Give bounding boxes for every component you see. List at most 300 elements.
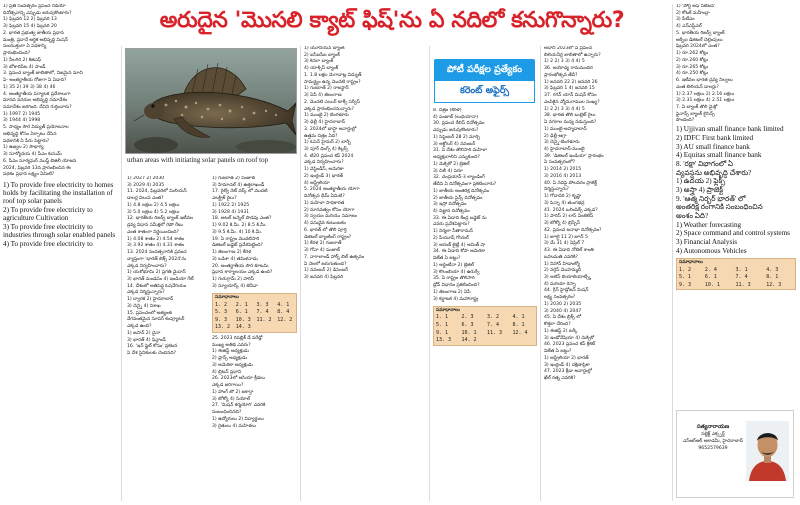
answer-key-cell: 8. 1 [512, 322, 525, 329]
text-line: 9. 'ఆత్మ నిర్భర్ భారత్' లో [676, 194, 746, 203]
text-line: 4) హైదరాబాద్-ముంబై [544, 147, 585, 153]
text-line: 13. 2024 సంవత్సరానికి ప్రపంచ [127, 250, 187, 256]
text-line: 3) 5.0 లక్షలు 4) 5.2 లక్షలు [127, 209, 180, 215]
headline-banner [118, 3, 666, 43]
text-line: 26. 2023లో ఆసియా క్రీడలు [212, 376, 266, 382]
author-avatar-icon [746, 421, 789, 481]
text-line: 8. చిత్రం (కేరళ) [433, 108, 462, 113]
text-line: ఉత్తమ చిత్రం ఏది? [304, 133, 338, 139]
text-line: 3) చెన్నై-బెంగళూరు [544, 140, 580, 146]
text-line: దినోత్సవాన్ని ఎప్పుడు జరుపుకొంటారు? [3, 10, 72, 16]
column-7 [676, 4, 796, 406]
text-line: 1) 4.08 శాతం 2) 4.54 శాతం [127, 236, 185, 242]
answer-key-table [677, 267, 795, 290]
answer-key-cell: 9. 3 [679, 281, 692, 288]
answer-key-cell: 4. 1 [277, 301, 290, 308]
answer-key-cell: 2. 1 [235, 301, 248, 308]
text-line: 2) ఢిల్లీ-ఆగ్రా [544, 133, 567, 139]
catfish-photo [125, 48, 297, 154]
text-line: 4) వసుధైవ కుటుంబకం [304, 221, 346, 227]
answer-key-row [434, 337, 536, 345]
text-line: విజేత ఏ జట్టు? [544, 349, 572, 355]
answer-key-cell: 7. 4 [256, 309, 269, 316]
text-line: 1) నవంబర్ 2) డిసెంబర్ [304, 268, 348, 274]
column-1 [3, 4, 118, 501]
text-line: 1) ఉజ్వల 2) సౌభాగ్య [3, 145, 44, 151]
text-line: అంతరిక్ష రంగానికి సంబంధించిన [676, 203, 763, 212]
text-line: 1) అర్జెంటీనా 2) బ్రెజిల్ [433, 262, 474, 268]
text-line: 1) 2 2) 3 3) 4 4) 5 [544, 106, 585, 112]
text-line: 3) పూర్ థింగ్స్ 4) కిల్లర్స్ [304, 147, 349, 153]
text-line: 3) To provide free electricity to industries through solar enabled panels [3, 222, 116, 240]
text-line: 2024, ఫిబ్రవరి 13న ప్రారంభించిన ఈ [3, 165, 71, 171]
text-line: 36. అయోధ్య రామమందిర [544, 66, 593, 72]
column-divider [300, 46, 301, 501]
text-line: 1) ఉదయ 2) ఫ్లెక్స్ [676, 177, 726, 186]
text-line: 3) ఇస్రో దినోత్సవం [433, 202, 467, 208]
answer-key-cell [255, 324, 276, 332]
text-line: 3) 2016 4) 2013 [544, 173, 582, 179]
text-line: 3) మే 31 4) ఏప్రిల్ 7 [544, 241, 585, 247]
text-line: 3) ఇంగ్లండ్ 4) దక్షిణాఫ్రికా [544, 362, 590, 368]
text-line: ఫిబ్రవరి 2024లో ఎంత? [676, 44, 720, 50]
text-line: 7. ఏ బ్యాంక్ తొలి మైక్రో [676, 105, 718, 111]
text-line: 27. 'మిషన్ కర్మయోగి' ఎవరికి [212, 403, 266, 409]
text-line: 3) భారత్ 4) ఫిన్లాండ్ [127, 337, 166, 343]
text-line: 1) ప్రతి సంవత్సరం ప్రపంచ రేడియో [3, 4, 66, 9]
text-line: 37. గగన్ యాన్ మిషన్ కోసం [544, 93, 597, 99]
text-line: 3) చిలీ 4) పెరూ [433, 168, 463, 174]
text-line: 4) ఎన్ఎస్డీఎల్ [676, 24, 702, 30]
column-2 [127, 176, 210, 501]
text-line: 1) ఆస్ట్రేలియా 2) భారత్ [544, 355, 589, 361]
text-line: 1) 2030 2) 2035 [544, 301, 582, 307]
answer-key-row [213, 317, 296, 325]
text-line: 18. అటల్ టన్నెల్ పొడవు ఎంత? [212, 216, 272, 222]
answer-key-cell: 8. 1 [766, 274, 779, 281]
column-6-text [544, 46, 669, 382]
text-line: సమావేశం జరిగింది. దేనిని గుర్తించారు? [3, 105, 72, 111]
text-line: 1) 1922 2) 1925 [212, 202, 250, 208]
text-line: ఎంపికైన వ్యోమగాముల సంఖ్య? [544, 99, 600, 105]
column-divider [672, 4, 673, 501]
text-line: 1) 4.8 లక్షలు 2) 4.5 లక్షలు [127, 202, 180, 208]
text-line: అంశం ఏది? [676, 212, 709, 221]
text-line: 3) చెన్నై 4) విశాఖ [127, 303, 161, 309]
text-line: 4) ఆస్ట్రేలియా [304, 180, 330, 186]
text-line: 3) అక్టోబర్ 4) నవంబర్ [433, 141, 476, 147]
text-line: 11. 2024, ఫిబ్రవరిలో మిలియన్ [127, 189, 187, 195]
text-line: వ్యవస్థను అభివృద్ధి చేశారు? [676, 168, 752, 177]
answer-key-cell: 9. 1 [436, 329, 449, 336]
text-line: పొందింది? [676, 118, 695, 124]
answer-key-cell: 13. 2 [215, 324, 231, 331]
answer-key-cell: 14. 3 [235, 324, 251, 331]
answer-key-row [213, 324, 296, 332]
text-line: 5. సాధ్యం సౌర విద్యుత్ ప్రయోజనాల [3, 125, 69, 131]
text-line: ఎంత బిలియన్ డాలర్లు? [676, 84, 719, 90]
author-org: ఎస్ఆర్ఆర్ అకాడమీ, హైదరాబాద్ [682, 439, 744, 444]
text-line: 2) To provide free electricity to agriculture Cultivation [3, 205, 93, 223]
column-3-text [212, 176, 297, 290]
text-line: ఎక్కడ జరిగాయి? [212, 383, 244, 389]
column-3 [212, 176, 297, 501]
answer-key-row [677, 267, 795, 275]
text-line: 2) ఇంగ్లండ్ 3) భారత్ [304, 173, 343, 179]
text-line: 4) విజ్ఞాన దినోత్సవం [433, 209, 470, 215]
text-line: 1) 2014 2) 2015 [544, 167, 582, 173]
text-line: అభివృద్ధి కోసం ఏర్పాటు చేసిన [3, 131, 57, 137]
text-line: 3) కెనరా బ్యాంక్ [304, 59, 334, 65]
text-line: 2) పీయూష్ గోయల్ [433, 235, 469, 241]
column-4 [304, 46, 426, 501]
text-line: 2) ఫ్రాన్స్ అధ్యక్షుడు [212, 356, 248, 362]
text-line: సామర్థ్యం ఉన్న మొదటి రాష్ట్రం? [304, 79, 361, 85]
text-line: 1) నిహాన్ హిడాంక్యో [544, 261, 580, 267]
answer-key-title: సమాధానాలు [436, 307, 460, 313]
text-line: సంబంధించినది? [212, 410, 242, 416]
badge-line-2: కరెంట్ అఫైర్స్ [434, 81, 535, 103]
answer-key-cell: 11. 3 [487, 329, 503, 336]
answer-key-cell: 1. 2 [215, 301, 228, 308]
text-line: ఎక్కడ నిర్వహించారు? [304, 160, 344, 166]
text-line: 32. చంద్రయాన్-3 ల్యాండింగ్ [433, 175, 485, 181]
author-bio [682, 424, 744, 452]
answer-key-cell: 1. 2 [679, 266, 692, 273]
text-line: 3) ఢిల్లీ 4) హైదరాబాద్ [304, 120, 346, 126]
answer-key-cell [511, 337, 537, 345]
text-line: 3) అస్త్రా 4) ప్రాజెక్ట్ [676, 186, 723, 195]
text-line: 1) తెలంగాణ 2) కేరళ [212, 250, 252, 256]
text-line: బిలియనీర్ల జాబితాలో ఉన్నారు? [544, 52, 601, 58]
text-line: వేగవంతమైన సూపర్ కంప్యూటర్ [127, 317, 185, 323]
text-line: 1) రూ.262 కోట్లు [676, 51, 709, 57]
text-line: 16. 'ఇన్ ఫ్లైట్ కోసం' ప్రకటన [127, 344, 178, 350]
text-line: 4) Equitas small finance bank [676, 151, 762, 160]
text-line: 46. 2023 ప్రపంచ కప్ క్రికెట్ [544, 342, 596, 348]
text-line: 1) పారిస్ 2) లాస్ ఏంజెలెస్ [544, 214, 594, 220]
text-line: 2) రూ.260 కోట్లు [676, 57, 709, 63]
text-line: 3) ఇండోనేషియా 4) మెక్సికో [544, 335, 595, 341]
text-line: 1) జనవరి 22 2) జనవరి 26 [544, 79, 598, 85]
text-line: 3) 2040 4) 2047 [544, 308, 582, 314]
text-line: 1) ఈజిప్ట్ 2) టర్కీ [544, 328, 578, 334]
text-line: 1) ఓపెన్ హైమర్ 2) బార్బీ [304, 140, 351, 146]
answer-key-row [434, 330, 536, 338]
text-line: 1) తెలంగాణ 2) ఏపీ [433, 289, 471, 295]
answer-key-cell: 7. 4 [735, 274, 748, 281]
answer-key-table [213, 302, 296, 332]
text-line: 1) 2 2) 3 3) 4 4) 5 [544, 59, 585, 65]
text-line: 12. భారతీయ రిజర్వ్ బ్యాంక్ ఇటీవల [127, 216, 194, 222]
text-line: 1) సెప్టెంబర్ 28 2) మార్చి [433, 134, 480, 140]
text-line: ద్రవ్య విధాన సమీక్షలో రెపో రేటు [127, 223, 184, 229]
answer-key-1 [212, 293, 297, 333]
text-line: 17. రైల్వే నెట్ వర్క్ లో మొదటి [212, 189, 268, 195]
author-phone: 9652579639 [698, 446, 728, 451]
text-line: 1) ద్వారక 2) హైదరాబాద్ [127, 297, 174, 303]
text-line: 4) To provide free electricity to [3, 239, 93, 248]
text-line: 1) కేరళ 2) గుజరాత్ [304, 241, 342, 247]
text-line: 1) 1997 2) 1945 [3, 111, 41, 117]
text-line: 44. గ్రీన్ హైడ్రోజన్ మిషన్ [544, 288, 589, 294]
text-line: 35. ఏ రాష్ట్రం తొలిసారి [433, 276, 475, 282]
text-line: విజేత ఏ జట్టు? [433, 256, 461, 262]
text-line: ఎక్కడ ఉంది? [127, 324, 152, 330]
text-line: 3) రూ.265 కోట్లు [676, 64, 709, 70]
answer-key-row [434, 322, 536, 330]
text-line: 1) వెస్టిండీస్, అమెరికా [304, 167, 344, 173]
answer-key-cell: 14. 2 [461, 337, 477, 344]
text-line: 4. టి20 ప్రపంచ కప్ 2024 [304, 153, 354, 159]
text-line: 1) 35 2) 39 3) 38 4) 46 [3, 84, 56, 90]
text-line: 1) నీలగిరి 2) కెజిఎఫ్ [3, 57, 41, 63]
column-divider [540, 46, 541, 501]
text-line: అధ్యక్షురాలిని ఎన్నుకుంది? [433, 155, 480, 161]
answer-key-row [677, 282, 795, 290]
text-line: 2) మానవత్వం కోసం యోగా [304, 207, 355, 213]
text-line: 4) బ్రిటన్ ప్రధాని [212, 369, 242, 375]
text-line: 3) 2029 4) 2035 [127, 182, 165, 188]
text-line: 3) ఒడిశా 4) తమిళనాడు [212, 256, 258, 262]
answer-key-cell: 10. 1 [461, 329, 477, 336]
text-line: ఎక్కడ నిర్వహించారు? [127, 263, 167, 269]
text-line: మంత్రి, ప్రదానే ఆర్థిక అభివృద్ధి మిషన్ [3, 37, 68, 43]
text-line: 4) మరియా రెస్సా [544, 281, 577, 287]
text-line: ఏ- అంతర్జాతీయ రోజుగా ఏ ఏడాది? [3, 78, 67, 84]
answer-key-cell: 13. 3 [436, 337, 452, 344]
text-line: 1) నిర్మలా సీతారామన్ [433, 229, 473, 235]
text-line: 3) 1944 4) 1998 [3, 118, 41, 124]
text-line: 3) అమెరికా అధ్యక్షుడు [212, 362, 253, 368]
text-line: సంయుక్తంగా ఏ పథకాన్ని [3, 44, 47, 50]
text-line: 1) జాతీయ అంతరిక్ష దినోత్సవం [433, 188, 490, 194]
text-line: 3. 2024లో బాఫ్టా అవార్డుల్లో [304, 126, 357, 132]
text-line: 19. ఏ రాష్ట్రం మొదటిసారి [212, 236, 260, 242]
answer-key-cell [485, 337, 511, 345]
answer-key-cell: 12. 4 [512, 329, 528, 336]
text-line: 1) ఈజిప్ట్ అధ్యక్షుడు [212, 349, 249, 355]
text-line: 31. ఏ దేశం తొలిసారి మహిళా [433, 148, 487, 154]
text-line: 1) Ujjivan small finance bank limited [676, 125, 784, 134]
answer-key-cell: 3. 3 [256, 301, 269, 308]
text-line: ఎక్కడ ప్రారంభించనున్నారు? [304, 106, 354, 112]
text-line: 1) ముంబై 2) బెంగళూరు [304, 113, 349, 119]
answer-key-row [213, 302, 296, 310]
answer-key-cell: 6. 1 [704, 274, 717, 281]
column-7-text [676, 4, 796, 125]
text-line: ఏ నగరాల మధ్య నడుస్తుంది? [544, 120, 597, 126]
text-line: కొత్తగా చేరింది? [544, 322, 571, 328]
answer-key-table [434, 314, 536, 344]
text-line: ఫైనాన్స్ బ్యాంక్ లైసెన్స్ [676, 111, 715, 117]
column-5 [433, 108, 537, 501]
answer-key-cell: 1. 1 [436, 314, 449, 321]
column-4-text [304, 46, 426, 281]
text-line: 42. ప్రపంచ జనాభా దినోత్సవం? [544, 227, 602, 233]
column-3-text-lower [212, 336, 297, 430]
answer-key-cell: 11. 2 [256, 316, 272, 323]
text-line: 3) హిమాచల్ 4) ఉత్తరాఖండ్ [212, 182, 265, 188]
text-line: బహుమతి ఎవరికి? [544, 254, 578, 260]
text-line: 3) న్యూయార్క్ 4) జెనీవా [212, 283, 258, 289]
text-line: 3) 3.92 శాతం 4) 4.31 శాతం [127, 243, 185, 249]
text-line: ఎంత శాతంగా నిర్ణయించింది? [127, 229, 179, 235]
text-line: 1) To provide free electricity to homes holds by facilitating the installation of roof top solar panels [3, 180, 114, 206]
text-line: 15. ప్రపంచంలో అత్యంత [127, 310, 172, 316]
text-line: 6. భారత్ లో తొలి పూర్తి [304, 227, 347, 233]
text-line: 20. అంతర్జాతీయ సౌర కూటమి [212, 263, 269, 269]
text-line: పథకానికి ఏ పేరు పెట్టారు? [3, 138, 50, 144]
text-line: 2) జాతీయ సైన్స్ దినోత్సవం [433, 195, 483, 201]
text-line: 3) 1928 4) 1931 [212, 209, 250, 215]
text-line: 2) IDFC First bank limited [676, 133, 754, 142]
text-line: 3) అలెస్ బియాలియాట్స్కీ [544, 274, 592, 280]
answer-key-cell: 3. 1 [735, 266, 748, 273]
text-line: 1) గురుగ్రామ్ 2) పారిస్ [212, 277, 255, 283]
answer-key-3 [676, 258, 796, 290]
column-divider [429, 46, 430, 501]
text-line: 3) టోక్యో 4) బ్రిస్బేన్ [544, 221, 580, 227]
column-6 [544, 46, 669, 501]
text-line: 3) అరుణ్ జైట్లీ 4) అమిత్ షా [433, 242, 486, 248]
column-1-options [3, 181, 118, 249]
text-line: 3) సూర్యోదయ 4) పీఎం కుసుమ్ [3, 152, 62, 158]
answer-key-cell [275, 324, 296, 332]
text-line: 43. ఈ ఏడాది నోబెల్ శాంతి [544, 248, 594, 254]
text-line: 1) 2.37 లక్షలు 2) 2.16 లక్షలు [676, 91, 735, 97]
answer-key-cell: 11. 3 [735, 281, 751, 288]
text-line: 38. భారత తొలి బుల్లెట్ రైలు [544, 113, 596, 119]
answer-key-title: సమాధానాలు [679, 259, 703, 265]
text-line: 3) 2.31 లక్షలు 4) 2.51 లక్షలు [676, 98, 735, 104]
headline: అరుదైన 'మొసలి క్యాట్ ఫిష్'ను ఏ నదిలో కనుగొన్నారు? [159, 8, 625, 33]
text-line: 1) హాంగ్ జౌ 2) జకార్తా [212, 389, 254, 395]
text-line: 7. నాగాలాండ్ హార్న్ బిల్ ఉత్సవం [304, 254, 365, 260]
text-line: 3) జనవరి 4) ఫిబ్రవరి [304, 274, 344, 280]
text-line: 3) ఫిబ్రవరి 15 4) ఫిబ్రవరి 20 [3, 24, 57, 30]
text-line: ఎప్పుడు జరుపుకొంటారు? [433, 128, 479, 134]
text-line: 4) యాక్సిస్ బ్యాంక్ [304, 66, 339, 72]
text-line: వ్యాప్తంగా 'భారత్ టెక్స్ 2024'ను [127, 256, 187, 262]
text-line: 3) భారత్ మండపం 4) ఇండియా గేట్ [127, 277, 194, 283]
text-line: డ్రోన్ విధానం ప్రకటించింది? [433, 283, 480, 289]
text-line: ఏ దేశ సైనికులకు చెందినది? [127, 351, 177, 357]
text-line: 14. దేశంలో అతిపెద్ద ఓషనేరియం [127, 283, 187, 289]
text-line: 1) Weather forecasting [676, 220, 742, 229]
text-line: 3) ఫిబ్రవరి 1 4) జనవరి 15 [544, 86, 595, 92]
photo-caption: urban areas with initiating solar panels on roof top [127, 156, 269, 164]
author-box [676, 410, 794, 498]
text-line: 2) కోటక్ మహీంద్రా [676, 10, 710, 16]
text-line: 3) పెన్నా 4) తుంగభద్ర [544, 200, 585, 206]
answer-key-cell: 5. 3 [215, 309, 228, 316]
text-line: 1) మహిళా సాధికారత [304, 200, 345, 206]
text-line: 1) జూలై 11 2) జూన్ 5 [544, 234, 588, 240]
author-role: సబ్జెక్ట్ ఎక్స్పర్ట్ [701, 432, 725, 437]
text-line: ఏ నెలలో జరుగుతుంది? [304, 261, 347, 267]
text-line: 45. ఏ దేశం బ్రిక్స్ లో [544, 315, 582, 321]
column-1-text [3, 4, 118, 179]
column-2-text [127, 176, 210, 357]
text-line: 47. 2023 క్రీడా అవార్డుల్లో [544, 369, 592, 375]
text-line: 3) Financial Analysis [676, 238, 738, 247]
text-line: 1) యశోభూమి 2) ప్రగతి మైదాన్ [127, 270, 186, 276]
text-line: 3) 9.5 కి.మీ. 4) 10 కి.మీ. [212, 229, 263, 235]
text-line: 3) AU small finance bank [676, 142, 750, 151]
answer-key-row [213, 309, 296, 317]
text-line: 4) Autonomous Vehicles [676, 246, 747, 255]
text-line: 1) 9.02 కి.మీ. 2) 8.5 కి.మీ. [212, 223, 267, 229]
text-line: 3) స్వయం మరియు సమాజం [304, 214, 357, 220]
text-line: ఎక్కడ నిర్మిస్తున్నారు? [127, 290, 165, 296]
text-line: 1) ముంబై-అహ్మదాబాద్ [544, 126, 587, 132]
answer-key-cell: 2. 4 [704, 266, 717, 273]
text-line: 40. ఏ నదిపై పోలవరం ప్రాజెక్ట్ [544, 180, 597, 186]
answer-key-cell: 10. 3 [235, 316, 251, 323]
text-line: 3) టోక్యో 4) సియోల్ [212, 396, 250, 402]
answer-key-cell: 6. 1 [235, 309, 248, 316]
answer-key-row [434, 314, 536, 322]
text-line: 2) ఐసీఐసీఐ బ్యాంక్ [304, 52, 340, 58]
text-line: 3) బోకారిపేట 4) పాండ్ [3, 64, 46, 70]
text-line: 8. 'రక్షా' విభాగంలో ఏ [676, 159, 734, 168]
text-line: 39. 'డిజిటల్ ఇండియా' ప్రారంభం [544, 153, 604, 159]
text-line: పథకం ప్రధాన లక్ష్యం ఏమిటి? [3, 172, 55, 178]
text-line: 3) ఏపీ 4) తెలంగాణ [304, 93, 342, 99]
text-line: దినోత్సవ థీమ్ ఏమిటి? [304, 194, 345, 200]
section-badge [434, 59, 535, 104]
answer-key-cell: 3. 2 [487, 314, 500, 321]
text-line: 1) గోదావరి 2) కృష్ణా [544, 194, 582, 200]
answer-key-cell: 7. 4 [487, 322, 500, 329]
text-line: 1) గుజరాత్ 2) పంజాబ్ [212, 176, 256, 181]
text-line: 33. ఈ ఏడాది కేంద్ర బడ్జెట్ ను [433, 215, 487, 221]
text-line: 1) ఉద్యోగులు 2) విద్యార్థులు [212, 416, 264, 422]
text-line: 4) పంజాబ్ (లుధియానా) [433, 114, 479, 120]
text-line: ఆర్బీఐ డిజిటల్ చెల్లింపులు [676, 37, 723, 43]
text-line: 1. 1.8 లక్షల మెగావాట్ల విద్యుత్ [304, 72, 362, 78]
text-line: 1) 2027 2) 2030 [127, 176, 165, 181]
text-line: తేదీని ఏ దినోత్సవంగా ప్రకటించారు? [433, 182, 497, 188]
text-line: 1) జపాన్ 2) చైనా [127, 330, 161, 336]
column-7-options [676, 125, 796, 255]
text-line: 3) పేటీఎం [676, 17, 695, 23]
text-line: 41. 2024 ఒలింపిక్స్ ఎక్కడ? [544, 207, 598, 213]
answer-key-cell: 4. 3 [766, 266, 779, 273]
text-line: ఖేల్ రత్న ఎవరికి? [544, 375, 576, 381]
text-line: మానవ వనరుల అభివృద్ధి సమావేశం [3, 98, 68, 104]
answer-key-2 [433, 306, 537, 346]
text-line: 1) గుజరాత్ 2) రాజస్థాన్ [304, 86, 349, 92]
text-line: 3) గోవా 4) పంజాబ్ [304, 248, 340, 254]
text-line: 1) మెక్సికో 2) బ్రెజిల్ [433, 161, 470, 167]
text-line: లక్ష్య సంవత్సరం? [544, 295, 576, 301]
text-line: 2) నర్గెస్ మొహమ్మదీ [544, 268, 582, 274]
text-line: 4) రూ.250 కోట్లు [676, 71, 709, 77]
text-line: డిజిటల్ బడ్జెట్ ప్రవేశపెట్టింది? [212, 243, 263, 249]
text-line: ప్రారంభోత్సవ తేదీ? [544, 72, 578, 78]
text-line: ఎవరు ప్రవేశపెట్టారు? [433, 222, 470, 228]
column-divider [121, 46, 122, 501]
answer-key-cell: 12. 2 [277, 316, 293, 323]
answer-key-cell: 9. 3 [215, 316, 228, 323]
text-line: 3) కర్ణాటక 4) మహారాష్ట్ర [433, 296, 479, 302]
text-line: 3. ప్రపంచ బ్యాంక్ జాబితాలో, నిజమైన మాచి [3, 71, 83, 77]
text-line: 30. ప్రపంచ రేబిస్ దినోత్సవం [433, 121, 485, 127]
text-line: 5. భారతీయ రిజర్వ్ బ్యాంక్ [676, 30, 725, 36]
text-line: 6. ఇటీవల భారత ద్రవ్య నిల్వలు [676, 78, 733, 84]
